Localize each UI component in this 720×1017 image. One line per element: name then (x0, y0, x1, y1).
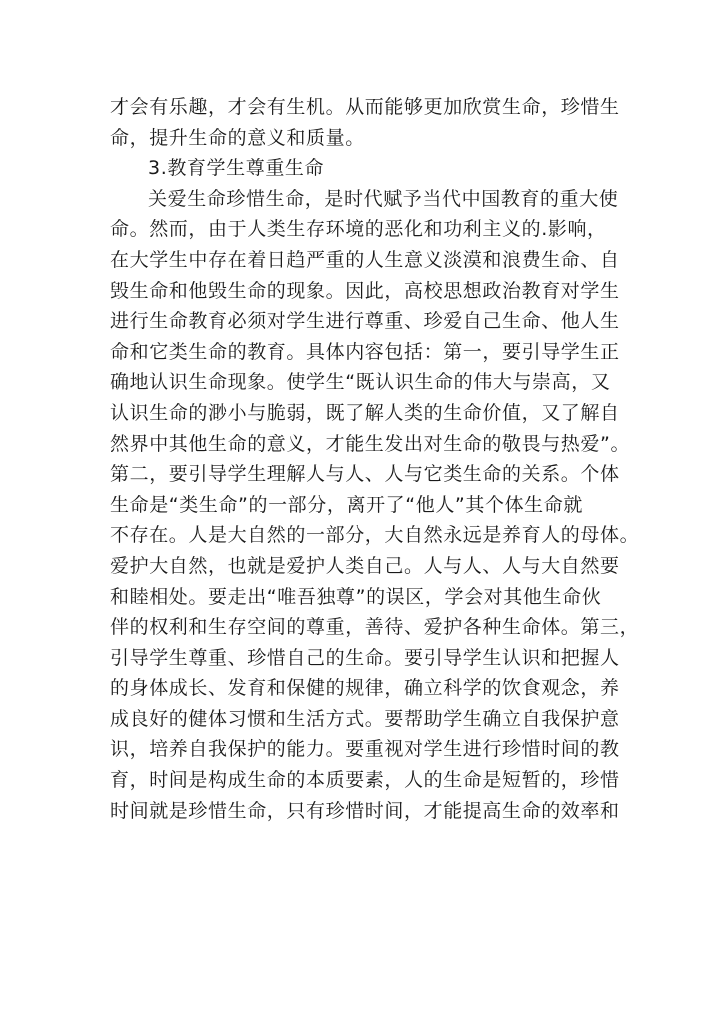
text-line: 进行生命教育必须对学生进行尊重、珍爱自己生命、他人生 (110, 310, 620, 333)
text-line: 命，提升生命的意义和质量。 (110, 126, 365, 149)
text-line: 育，时间是构成生命的本质要素，人的生命是短暂的，珍惜 (110, 769, 620, 792)
text-line: 确地认识生命现象。使学生“既认识生命的伟大与崇高，又 (110, 371, 611, 394)
text-line: 成良好的健体习惯和生活方式。要帮助学生确立自我保护意 (110, 707, 620, 730)
text-line: 关爱生命珍惜生命，是时代赋予当代中国教育的重大使 (148, 187, 619, 210)
text-line: 不存在。人是大自然的一部分，大自然永远是养育人的母体。 (110, 524, 640, 547)
text-line: 毁生命和他毁生命的现象。因此，高校思想政治教育对学生 (110, 279, 620, 302)
text-line: 时间就是珍惜生命，只有珍惜时间，才能提高生命的效率和 (110, 799, 620, 822)
text-line: 然界中其他生命的意义，才能生发出对生命的敬畏与热爱”。 (110, 432, 631, 455)
section-heading: 3.教育学生尊重生命 (148, 157, 325, 180)
text-line: 的身体成长、发育和保健的规律，确立科学的饮食观念，养 (110, 677, 620, 700)
text-line: 和睦相处。要走出“唯吾独尊”的误区，学会对其他生命伙 (110, 585, 602, 608)
text-line: 在大学生中存在着日趋严重的人生意义淡漠和浪费生命、自 (110, 248, 620, 271)
text-line: 引导学生尊重、珍惜自己的生命。要引导学生认识和把握人 (110, 646, 620, 669)
body-text (110, 92, 640, 826)
text-line: 命和它类生命的教育。具体内容包括：第一，要引导学生正 (110, 340, 620, 363)
text-line: 生命是“类生命”的一部分，离开了“他人”其个体生命就 (110, 493, 583, 516)
text-line: 命。然而，由于人类生存环境的恶化和功利主义的.影响， (110, 218, 607, 241)
text-line: 才会有乐趣，才会有生机。从而能够更加欣赏生命，珍惜生 (110, 96, 620, 118)
text-line: 伴的权利和生存空间的尊重，善待、爱护各种生命体。第三， (110, 616, 640, 639)
text-line: 认识生命的渺小与脆弱，既了解人类的生命价值，又了解自 (110, 401, 620, 424)
text-line: 第二，要引导学生理解人与人、人与它类生命的关系。个体 (110, 463, 620, 486)
text-line: 识，培养自我保护的能力。要重视对学生进行珍惜时间的教 (110, 738, 620, 761)
text-line: 爱护大自然，也就是爱护人类自己。人与人、人与大自然要 (110, 554, 620, 577)
